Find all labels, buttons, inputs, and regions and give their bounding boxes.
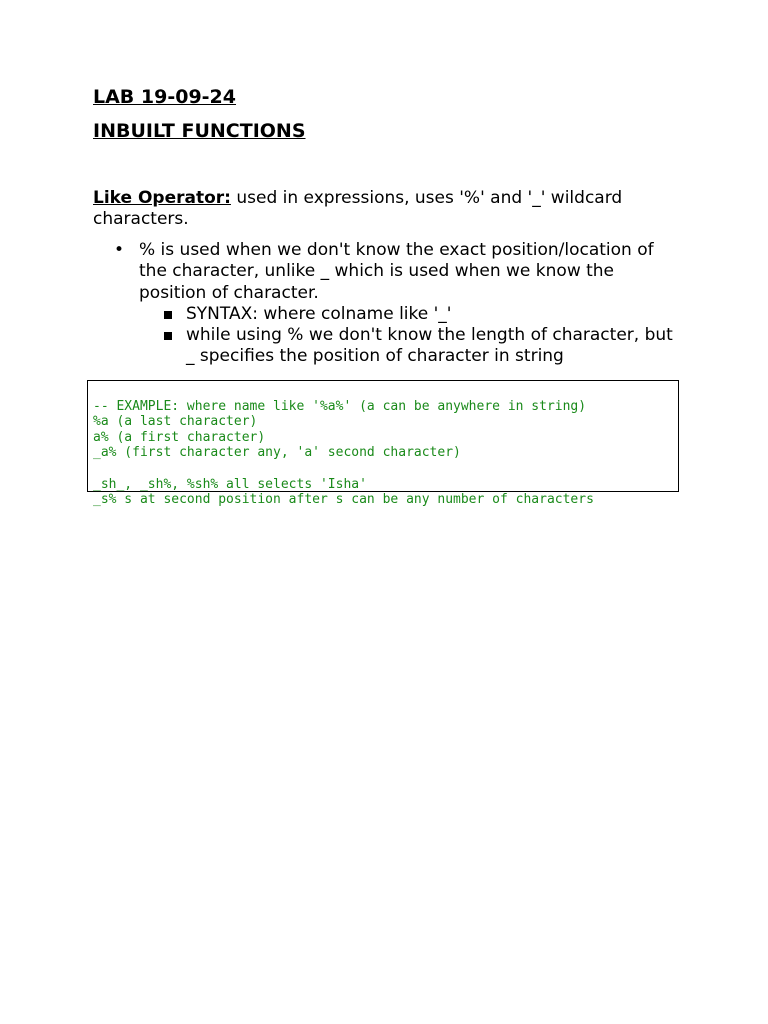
code-line: a% (a first character) — [93, 429, 266, 445]
sub-list-item — [139, 325, 686, 368]
sub-list-item — [139, 304, 686, 325]
sub-bullet-list — [139, 304, 684, 368]
like-operator-heading: Like Operator: — [93, 188, 231, 208]
code-line: _s% s at second position after s can be any number of characters — [93, 492, 594, 508]
section-title: INBUILT FUNCTIONS — [93, 120, 306, 142]
square-bullet-icon — [164, 311, 172, 319]
square-bullet-icon — [164, 332, 172, 340]
code-block — [87, 380, 679, 508]
code-line: %a (a last character) — [93, 414, 258, 430]
code-line: _a% (first character any, 'a' second character) — [93, 445, 461, 461]
list-item-text: % is used when we don't know the exact position/location of the character, unlike _ which is used when we know the position of character. — [139, 240, 654, 303]
like-operator-paragraph — [93, 188, 673, 230]
lab-title: LAB 19-09-24 — [93, 86, 237, 108]
code-line: _sh_, _sh%, %sh% all selects 'Isha' — [93, 476, 367, 492]
code-line — [93, 461, 678, 477]
bullet-list — [93, 240, 693, 368]
document-body — [93, 85, 693, 368]
bullet-icon: • — [114, 240, 125, 260]
list-item — [93, 240, 684, 368]
sub-list-item-text: while using % we don't know the length of character, but _ specifies the position of character in string — [186, 325, 673, 367]
code-line: -- EXAMPLE: where name like '%a%' (a can be anywhere in string) — [93, 398, 587, 414]
like-operator-description: used in expressions, uses '%' and '_' wildcard characters. — [93, 188, 623, 229]
sub-list-item-text: SYNTAX: where colname like '_' — [186, 303, 452, 324]
